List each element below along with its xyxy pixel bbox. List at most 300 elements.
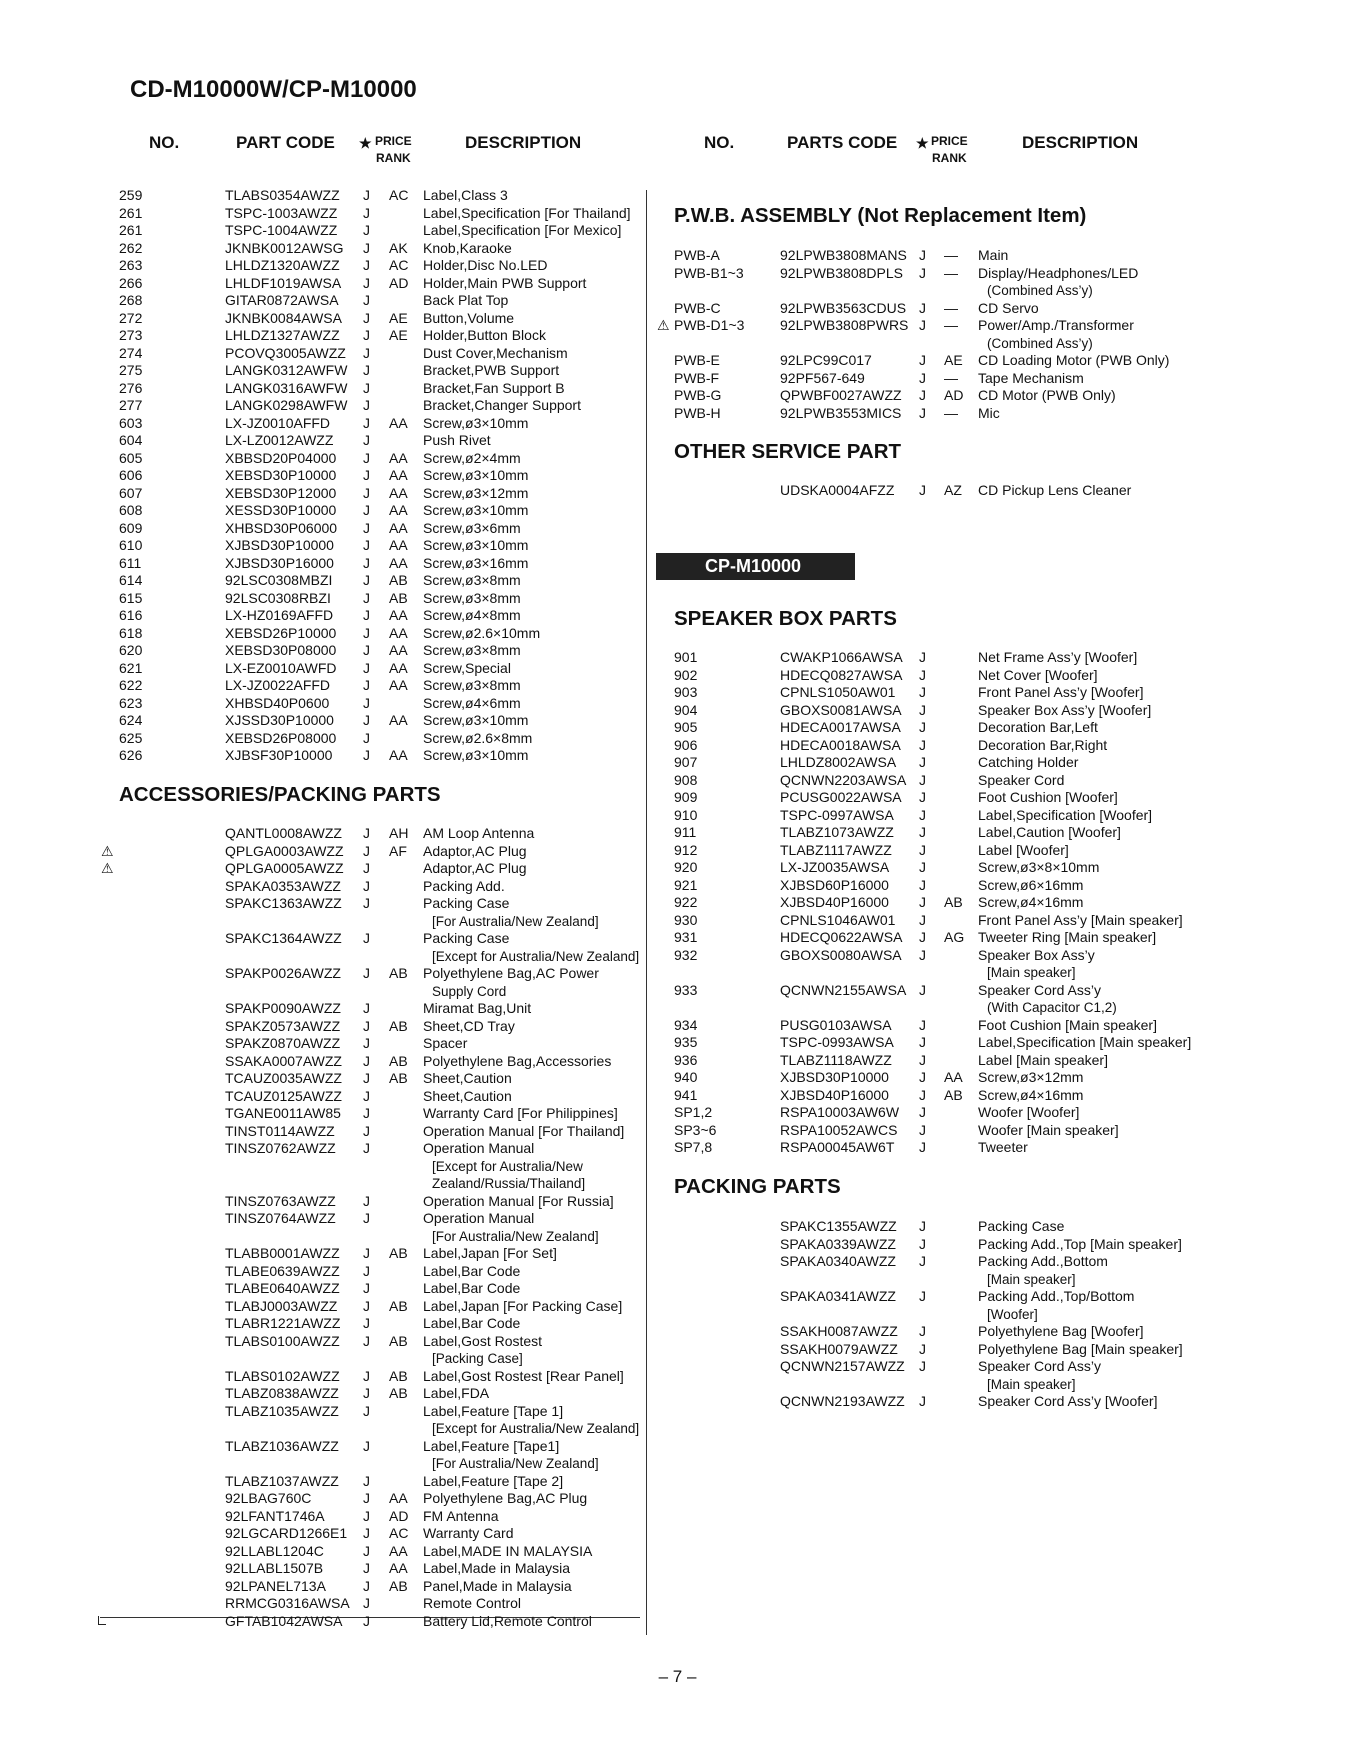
row-description: Sheet,CD Tray	[423, 1017, 515, 1034]
row-j-mark: J	[363, 572, 370, 588]
row-description: Catching Holder	[978, 754, 1079, 770]
row-part-code: PUSG0103AWSA	[780, 1016, 892, 1033]
row-price-rank: AB	[389, 1052, 408, 1069]
row-j-mark: J	[919, 771, 926, 788]
row-part-code: TLABZ1037AWZZ	[225, 1472, 339, 1489]
row-part-code: QCNWN2193AWZZ	[780, 1393, 905, 1409]
row-description: Screw,ø3×16mm	[423, 554, 529, 571]
row-j-mark: J	[363, 467, 370, 483]
row-part-code: SPAKP0090AWZZ	[225, 1000, 341, 1016]
row-part-code: TSPC-1004AWZZ	[225, 222, 338, 238]
row-j-mark: J	[363, 1105, 370, 1121]
row-description: Decoration Bar,Right	[978, 736, 1108, 753]
row-description: Label,Bar Code	[423, 1315, 521, 1331]
row-j-mark: J	[919, 482, 926, 498]
row-number: 262	[119, 239, 143, 256]
row-part-code: XJBSD30P10000	[225, 537, 334, 553]
row-number: 625	[119, 729, 143, 746]
row-j-mark: J	[919, 894, 926, 910]
row-price-rank: AA	[389, 607, 408, 623]
row-j-mark: J	[919, 859, 926, 875]
row-description: Screw,ø4×8mm	[423, 607, 521, 623]
row-number: 616	[119, 607, 143, 623]
row-part-code: QCNWN2155AWSA	[780, 981, 907, 998]
row-part-code: QCNWN2203AWSA	[780, 771, 907, 788]
row-part-code: XJSSD30P10000	[225, 712, 334, 728]
row-description: Bracket,Changer Support	[423, 397, 581, 413]
row-price-rank: AA	[389, 554, 408, 571]
row-part-code: UDSKA0004AFZZ	[780, 482, 895, 498]
row-number: PWB-F	[674, 369, 720, 386]
row-part-code: LHLDF1019AWSA	[225, 274, 342, 291]
header-star-icon-right: ★	[916, 135, 929, 151]
row-j-mark: J	[363, 747, 370, 763]
row-part-code: TLABZ1118AWZZ	[780, 1051, 892, 1068]
row-part-code: QCNWN2157AWZZ	[780, 1358, 905, 1374]
row-j-mark: J	[919, 1218, 926, 1234]
row-description: Dust Cover,Mechanism	[423, 344, 568, 361]
row-description: Packing Add.	[423, 877, 505, 894]
row-description: Label,Caution [Woofer]	[978, 824, 1121, 840]
header-description: DESCRIPTION	[465, 133, 582, 152]
accessories-heading: ACCESSORIES/PACKING PARTS	[119, 783, 441, 806]
row-description: Screw,ø6×16mm	[978, 876, 1084, 893]
row-number: 933	[674, 981, 698, 998]
row-j-mark: J	[363, 309, 370, 326]
row-part-code: SPAKP0026AWZZ	[225, 965, 341, 981]
row-j-mark: J	[919, 1051, 926, 1068]
row-j-mark: J	[363, 537, 370, 553]
row-description: Tape Mechanism	[978, 369, 1084, 386]
row-description: Spacer	[423, 1035, 468, 1051]
row-part-code: TCAUZ0035AWZZ	[225, 1070, 342, 1086]
row-part-code: CWAKP1066AWSA	[780, 649, 903, 665]
row-number: 277	[119, 397, 143, 413]
row-j-mark: J	[363, 1577, 370, 1594]
row-price-rank: AA	[389, 624, 408, 641]
header-star-icon: ★	[359, 135, 372, 151]
row-number: SP3~6	[674, 1121, 717, 1138]
row-part-code: SPAKZ0573AWZZ	[225, 1017, 341, 1034]
row-number: 608	[119, 502, 143, 518]
row-j-mark: J	[363, 1017, 370, 1034]
row-number: 610	[119, 537, 143, 553]
row-j-mark: J	[363, 1052, 370, 1069]
row-j-mark: J	[363, 1595, 370, 1611]
row-j-mark: J	[363, 1525, 370, 1541]
row-number: 268	[119, 292, 143, 308]
row-description-continued: Zealand/Russia/Thailand]	[432, 1176, 586, 1191]
row-description: Packing Add.,Bottom	[978, 1253, 1108, 1269]
row-number: 609	[119, 519, 143, 536]
row-price-rank: AE	[389, 309, 408, 326]
row-part-code: PCUSG0022AWSA	[780, 789, 902, 805]
row-part-code: XJBSD40P16000	[780, 894, 889, 910]
row-description: Front Panel Ass’y [Main speaker]	[978, 911, 1183, 928]
row-description: Label,Japan [For Set]	[423, 1245, 557, 1261]
row-description: Operation Manual [For Thailand]	[423, 1122, 625, 1139]
row-part-code: HDECQ0827AWSA	[780, 666, 903, 683]
row-number: 906	[674, 736, 698, 753]
row-j-mark: J	[919, 806, 926, 823]
row-number: 618	[119, 624, 143, 641]
row-description: Screw,ø3×10mm	[423, 537, 529, 553]
row-description: Label,Bar Code	[423, 1262, 521, 1279]
row-part-code: TLABB0001AWZZ	[225, 1245, 340, 1261]
row-price-rank: AC	[389, 257, 409, 273]
row-j-mark: J	[363, 895, 370, 911]
row-description: Packing Case	[423, 895, 510, 911]
row-j-mark: J	[919, 1104, 926, 1120]
row-j-mark: J	[363, 860, 370, 876]
row-j-mark: J	[363, 930, 370, 946]
row-description-continued: [Except for Australia/New	[432, 1158, 583, 1174]
row-description: Screw,ø4×16mm	[978, 894, 1084, 910]
row-part-code: SSAKH0079AWZZ	[780, 1340, 898, 1357]
row-j-mark: J	[363, 1000, 370, 1016]
row-number: PWB-A	[674, 247, 720, 263]
row-number: 272	[119, 309, 143, 326]
row-part-code: 92LBAG760C	[225, 1490, 312, 1506]
row-price-rank: AA	[389, 642, 408, 658]
row-part-code: GBOXS0080AWSA	[780, 946, 902, 963]
row-j-mark: J	[919, 1034, 926, 1050]
row-j-mark: J	[363, 344, 370, 361]
row-j-mark: J	[919, 369, 926, 386]
row-j-mark: J	[363, 1490, 370, 1506]
row-number: SP7,8	[674, 1139, 713, 1155]
row-number: 902	[674, 666, 698, 683]
row-part-code: HDECA0017AWSA	[780, 719, 901, 735]
row-price-rank: AA	[389, 502, 408, 518]
row-price-rank: AE	[389, 327, 408, 343]
model-band: CP-M10000	[656, 553, 855, 580]
row-description: Remote Control	[423, 1595, 522, 1611]
row-part-code: 92LPWB3808MANS	[780, 247, 907, 263]
row-j-mark: J	[363, 1612, 370, 1629]
row-price-rank: AD	[389, 1507, 409, 1524]
row-j-mark: J	[363, 1297, 370, 1314]
row-description: Panel,Made in Malaysia	[423, 1577, 572, 1594]
row-j-mark: J	[919, 1393, 926, 1409]
row-j-mark: J	[363, 1070, 370, 1086]
row-description: Tweeter Ring [Main speaker]	[978, 929, 1157, 945]
row-part-code: TSPC-1003AWZZ	[225, 204, 338, 221]
row-number: 603	[119, 414, 143, 431]
row-j-mark: J	[363, 519, 370, 536]
row-j-mark: J	[363, 1122, 370, 1139]
row-description: Screw,ø3×12mm	[978, 1069, 1084, 1085]
row-j-mark: J	[919, 1340, 926, 1357]
row-price-rank: AG	[944, 929, 965, 945]
row-description: Screw,ø3×8mm	[423, 589, 521, 606]
row-part-code: TLABS0100AWZZ	[225, 1332, 340, 1349]
row-part-code: TLABE0639AWZZ	[225, 1262, 340, 1279]
row-part-code: LX-JZ0022AFFD	[225, 677, 331, 693]
row-description: Label,Feature [Tape 2]	[423, 1472, 564, 1489]
row-part-code: RSPA00045AW6T	[780, 1139, 895, 1155]
row-description: Battery Lid,Remote Control	[423, 1612, 592, 1629]
row-part-code: XJBSD60P16000	[780, 876, 889, 893]
row-part-code: TINSZ0763AWZZ	[225, 1192, 336, 1209]
row-j-mark: J	[363, 642, 370, 658]
row-number: 907	[674, 754, 698, 770]
row-part-code: XEBSD26P08000	[225, 729, 337, 746]
row-price-rank: AH	[389, 825, 409, 841]
row-j-mark: J	[363, 1262, 370, 1279]
row-description: Operation Manual [For Russia]	[423, 1192, 614, 1209]
row-description: Button,Volume	[423, 309, 515, 326]
row-price-rank: AB	[389, 1332, 408, 1349]
row-j-mark: J	[919, 719, 926, 735]
row-number: 624	[119, 712, 143, 728]
row-description: AM Loop Antenna	[423, 825, 535, 841]
row-description: Sheet,Caution	[423, 1070, 512, 1086]
row-j-mark: J	[363, 842, 370, 859]
row-j-mark: J	[363, 1140, 370, 1156]
row-description: Packing Add.,Top [Main speaker]	[978, 1235, 1182, 1252]
row-part-code: TCAUZ0125AWZZ	[225, 1087, 342, 1104]
row-j-mark: J	[919, 317, 926, 333]
row-price-rank: AA	[944, 1069, 963, 1085]
row-j-mark: J	[363, 484, 370, 501]
row-part-code: SPAKC1364AWZZ	[225, 930, 342, 946]
row-j-mark: J	[919, 1016, 926, 1033]
row-description: Holder,Button Block	[423, 327, 546, 343]
row-part-code: QPWBF0027AWZZ	[780, 387, 902, 403]
row-number: 620	[119, 642, 143, 658]
row-price-rank: AB	[389, 1017, 408, 1034]
row-description: Back Plat Top	[423, 292, 509, 308]
row-number: 921	[674, 876, 698, 893]
row-price-rank: AC	[389, 187, 409, 203]
row-description: Power/Amp./Transformer	[978, 317, 1134, 333]
row-description: Speaker Cord Ass’y	[978, 981, 1101, 998]
row-number: 934	[674, 1016, 698, 1033]
row-number: 261	[119, 222, 143, 238]
row-j-mark: J	[919, 789, 926, 805]
row-part-code: XEBSD26P10000	[225, 624, 337, 641]
row-description: Label,Japan [For Packing Case]	[423, 1297, 623, 1314]
row-part-code: 92LPWB3563CDUS	[780, 299, 907, 316]
header-price-rank-right: PRICE RANK	[931, 134, 968, 165]
row-part-code: QPLGA0003AWZZ	[225, 842, 344, 859]
row-part-code: XEBSD30P08000	[225, 642, 337, 658]
row-j-mark: J	[363, 694, 370, 711]
row-description: Sheet,Caution	[423, 1087, 512, 1104]
row-number: 626	[119, 747, 143, 763]
row-price-rank: AD	[944, 387, 964, 403]
row-price-rank: —	[944, 317, 958, 333]
row-description: Miramat Bag,Unit	[423, 1000, 532, 1016]
row-description: Label,Feature [Tape 1]	[423, 1402, 564, 1419]
row-j-mark: J	[363, 1507, 370, 1524]
row-description: Label,MADE IN MALAYSIA	[423, 1542, 593, 1559]
row-description: Screw,ø3×8×10mm	[978, 859, 1100, 875]
row-j-mark: J	[919, 1358, 926, 1374]
row-description-continued: [Woofer]	[987, 1306, 1038, 1322]
row-number: PWB-H	[674, 404, 721, 421]
row-number: 259	[119, 187, 143, 203]
row-description: Screw,ø2.6×10mm	[423, 624, 541, 641]
row-description: Label,Specification [For Mexico]	[423, 222, 622, 238]
row-description-continued: [Except for Australia/New Zealand]	[432, 1421, 640, 1436]
row-part-code: QANTL0008AWZZ	[225, 825, 342, 841]
row-j-mark: J	[919, 841, 926, 858]
row-part-code: 92LGCARD1266E1	[225, 1525, 348, 1541]
row-description: Label,Specification [Woofer]	[978, 806, 1153, 823]
row-price-rank: AB	[389, 1245, 408, 1261]
row-price-rank: AZ	[944, 482, 962, 498]
row-description: Polyethylene Bag [Woofer]	[978, 1323, 1144, 1339]
row-part-code: LANGK0316AWFW	[225, 379, 348, 396]
row-part-code: GITAR0872AWSA	[225, 292, 339, 308]
row-j-mark: J	[363, 624, 370, 641]
row-j-mark: J	[919, 876, 926, 893]
row-part-code: LANGK0298AWFW	[225, 397, 348, 413]
row-j-mark: J	[363, 677, 370, 693]
row-j-mark: J	[919, 911, 926, 928]
row-number: 273	[119, 327, 143, 343]
row-part-code: RSPA10052AWCS	[780, 1121, 898, 1138]
row-part-code: SPAKA0341AWZZ	[780, 1288, 896, 1304]
row-description: Speaker Box Ass’y	[978, 946, 1095, 963]
row-price-rank: AD	[389, 274, 409, 291]
row-part-code: TSPC-0997AWSA	[780, 806, 894, 823]
row-j-mark: J	[919, 1235, 926, 1252]
row-price-rank: —	[944, 404, 958, 421]
row-price-rank: AA	[389, 1490, 408, 1506]
row-number: 909	[674, 789, 698, 805]
row-description: CD Motor (PWB Only)	[978, 387, 1116, 403]
row-description: Foot Cushion [Woofer]	[978, 789, 1118, 805]
row-part-code: LX-LZ0012AWZZ	[225, 432, 334, 448]
row-description-continued: [For Australia/New Zealand]	[432, 1228, 599, 1244]
pwb-heading: P.W.B. ASSEMBLY (Not Replacement Item)	[674, 204, 1087, 227]
row-description-continued: [Packing Case]	[432, 1351, 523, 1366]
row-part-code: TLABZ1035AWZZ	[225, 1402, 339, 1419]
row-part-code: XHBSD30P06000	[225, 519, 338, 536]
row-description: FM Antenna	[423, 1507, 499, 1524]
row-number: PWB-G	[674, 387, 722, 403]
row-number: 905	[674, 719, 698, 735]
row-number: 607	[119, 484, 143, 501]
row-number: 903	[674, 684, 698, 700]
row-price-rank: —	[944, 247, 958, 263]
row-j-mark: J	[919, 701, 926, 718]
row-price-rank: AA	[389, 519, 408, 536]
row-j-mark: J	[363, 729, 370, 746]
column-divider	[646, 190, 647, 1635]
row-description: Net Cover [Woofer]	[978, 666, 1098, 683]
row-description: Label,Gost Rostest [Rear Panel]	[423, 1367, 624, 1384]
row-j-mark: J	[363, 257, 370, 273]
row-j-mark: J	[919, 404, 926, 421]
row-part-code: TINST0114AWZZ	[225, 1122, 335, 1139]
row-description: Main	[978, 247, 1009, 263]
row-description-continued: [Main speaker]	[987, 965, 1076, 980]
row-part-code: 92LLABL1204C	[225, 1542, 324, 1559]
row-number: 911	[674, 824, 697, 840]
row-number: 920	[674, 859, 698, 875]
row-price-rank: AA	[389, 449, 408, 466]
row-number: 622	[119, 677, 143, 693]
row-j-mark: J	[919, 1121, 926, 1138]
row-j-mark: J	[919, 824, 926, 840]
row-part-code: XEBSD30P12000	[225, 484, 337, 501]
row-part-code: LHLDZ1320AWZZ	[225, 257, 340, 273]
row-part-code: CPNLS1050AW01	[780, 684, 896, 700]
row-price-rank: AA	[389, 659, 408, 676]
row-price-rank: AB	[389, 589, 408, 606]
row-description: Push Rivet	[423, 432, 491, 448]
row-part-code: SPAKC1363AWZZ	[225, 895, 342, 911]
row-part-code: TGANE0011AW85	[225, 1105, 341, 1121]
row-number: 263	[119, 257, 143, 273]
row-j-mark: J	[363, 1192, 370, 1209]
row-price-rank: AA	[389, 712, 408, 728]
speaker-heading: SPEAKER BOX PARTS	[674, 607, 897, 630]
row-j-mark: J	[363, 292, 370, 308]
row-j-mark: J	[363, 607, 370, 623]
row-j-mark: J	[363, 1087, 370, 1104]
row-price-rank: AK	[389, 239, 408, 256]
row-description: Foot Cushion [Main speaker]	[978, 1016, 1157, 1033]
row-j-mark: J	[363, 1560, 370, 1576]
row-description: Screw,ø3×8mm	[423, 572, 521, 588]
header-parts-code: PARTS CODE	[787, 133, 898, 152]
row-part-code: SPAKZ0870AWZZ	[225, 1035, 341, 1051]
row-part-code: LX-EZ0010AWFD	[225, 659, 337, 676]
row-part-code: LX-JZ0010AFFD	[225, 414, 331, 431]
row-part-code: SPAKA0353AWZZ	[225, 877, 341, 894]
row-part-code: TINSZ0762AWZZ	[225, 1140, 336, 1156]
row-description-continued: [For Australia/New Zealand]	[432, 913, 599, 929]
row-j-mark: J	[363, 362, 370, 378]
row-price-rank: AA	[389, 537, 408, 553]
safety-warning-icon: ⚠	[101, 842, 114, 859]
row-number: SP1,2	[674, 1104, 713, 1120]
row-description: Speaker Cord Ass’y [Woofer]	[978, 1393, 1158, 1409]
row-j-mark: J	[919, 1323, 926, 1339]
row-description: Label,FDA	[423, 1385, 490, 1401]
row-part-code: TLABE0640AWZZ	[225, 1280, 340, 1296]
row-j-mark: J	[919, 1253, 926, 1269]
row-description-continued: (With Capacitor C1,2)	[987, 1000, 1117, 1015]
row-j-mark: J	[363, 1542, 370, 1559]
row-part-code: 92PF567-649	[780, 369, 865, 386]
row-j-mark: J	[919, 1139, 926, 1155]
row-description: Screw,ø3×10mm	[423, 502, 529, 518]
row-part-code: 92LPWB3553MICS	[780, 404, 902, 421]
row-j-mark: J	[919, 264, 926, 281]
row-part-code: HDECA0018AWSA	[780, 736, 901, 753]
row-part-code: SPAKA0340AWZZ	[780, 1253, 896, 1269]
row-number: 922	[674, 894, 698, 910]
continuation-mark	[98, 1616, 106, 1625]
row-description: Holder,Main PWB Support	[423, 274, 587, 291]
row-part-code: TLABS0354AWZZ	[225, 187, 340, 203]
row-part-code: 92LLABL1507B	[225, 1560, 324, 1576]
row-j-mark: J	[363, 379, 370, 396]
row-number: 614	[119, 572, 143, 588]
row-part-code: 92LPC99C017	[780, 352, 872, 368]
row-number: 276	[119, 379, 143, 396]
row-description: Screw,ø3×10mm	[423, 414, 529, 431]
row-number: 611	[119, 554, 142, 571]
row-part-code: TLABZ1036AWZZ	[225, 1437, 339, 1454]
row-price-rank: AB	[389, 1070, 408, 1086]
